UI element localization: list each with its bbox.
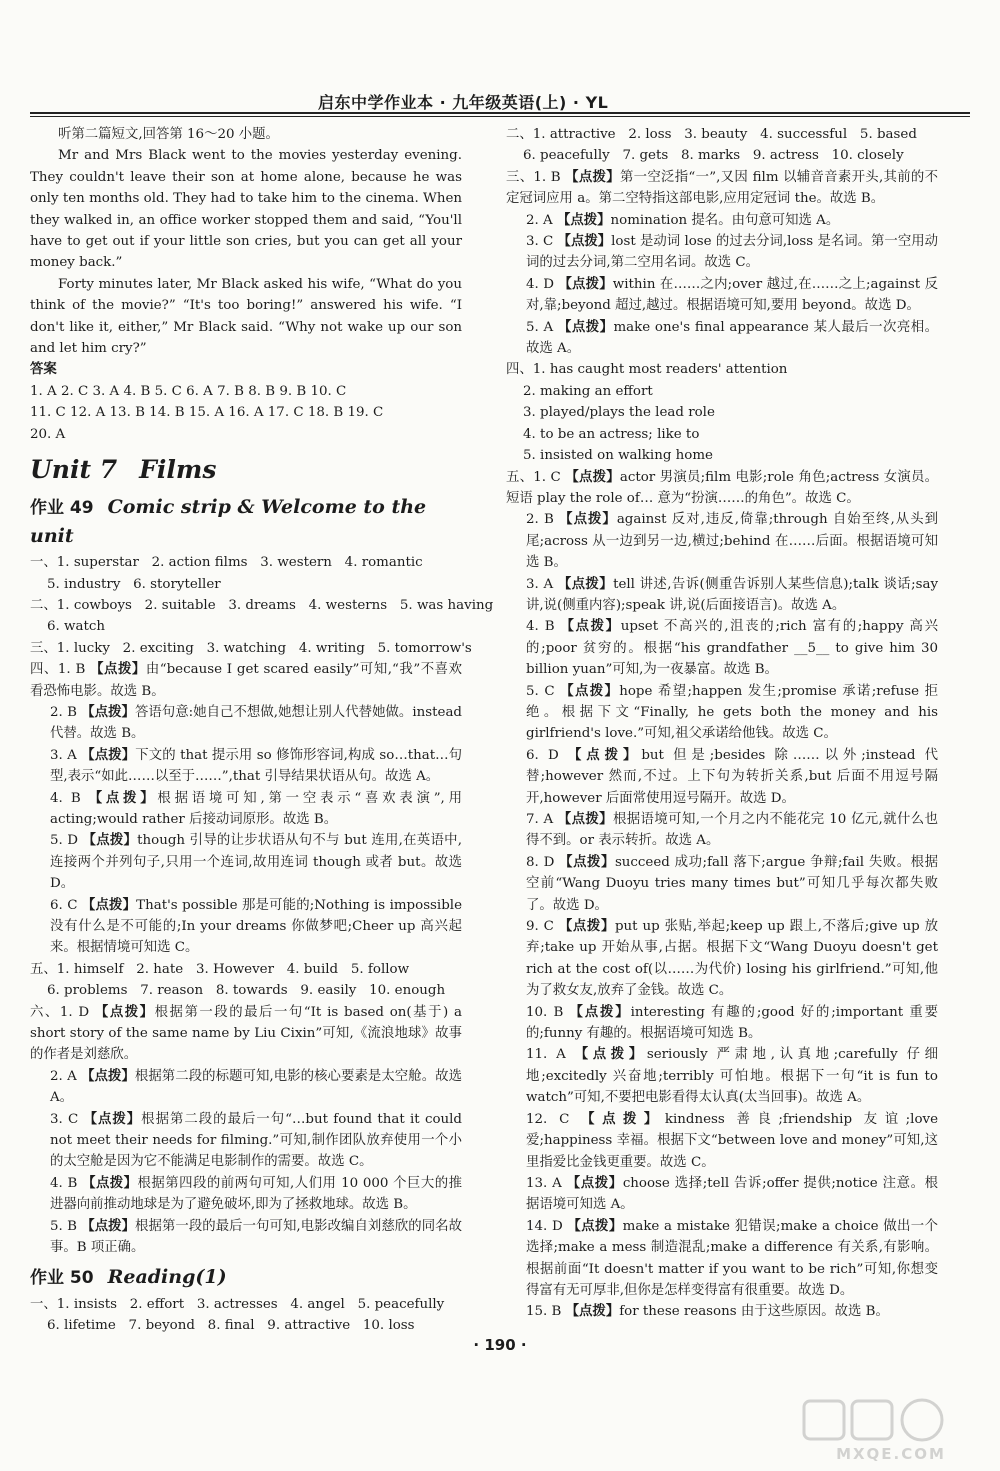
- answer-number: 2. B: [526, 512, 560, 528]
- tip-label: 【点拨】: [82, 832, 138, 849]
- answer-number: 4. B: [526, 619, 561, 635]
- tip-label: 【点拨】: [565, 468, 620, 485]
- reading-answer: [30, 1216, 462, 1259]
- cloze-answer: [506, 574, 938, 617]
- cloze-answer: [506, 745, 938, 809]
- cloze-answer: [506, 1216, 938, 1302]
- fill-answer-line: 6. peacefully 7. gets 8. marks 9. actress 10. closely: [506, 148, 904, 164]
- section-five-answers: [506, 467, 938, 1323]
- answer-number: 9. C: [526, 919, 559, 935]
- tip-label: 【点拨】: [557, 575, 614, 592]
- answer-number: 2. B: [50, 704, 82, 720]
- answer-number: 2. A: [50, 1068, 82, 1084]
- explanation-text: lost 是动词 lose 的过去分词,loss 是名词。第一空用动词的过去分词,第二空用名词。故选 C。: [526, 234, 938, 271]
- tip-label: 【点拨】: [581, 1110, 665, 1127]
- tip-label: 【点拨】: [557, 811, 613, 827]
- choice-answer: [506, 274, 938, 317]
- answer-number: 13. A: [526, 1175, 567, 1191]
- answer-number: 4. B: [50, 790, 89, 806]
- answer-number: 五、1. C: [506, 469, 566, 485]
- answer-number: 4. D: [526, 276, 559, 292]
- section-three-answers: [506, 167, 938, 360]
- fill-answer-line: 二、1. attractive 2. loss 3. beauty 4. successful 5. based: [506, 127, 917, 142]
- tip-label: 【点拨】: [81, 1067, 135, 1084]
- tip-label: 【点拨】: [81, 1217, 136, 1234]
- vocab-answer-line: 二、1. cowboys 2. suitable 3. dreams 4. westerns 5. was having: [30, 597, 494, 613]
- explanation-text: 下文的 that 提示用 so 修饰形容词,构成 so…that…句型,表示“如此……以至于……”,that 引导结果状语从句。故选 A。: [50, 747, 463, 785]
- tip-label: 【点拨】: [557, 318, 614, 335]
- explanation-text: choose 选择;tell 告诉;offer 提供;notice 注意。根据语境可知选 A。: [526, 1175, 939, 1213]
- tip-label: 【点拨】: [557, 233, 612, 250]
- explanation-text: 根据语境可知,第一空表示“喜欢表演”,用 acting;would rather 后接动词原形。故选 B。: [50, 790, 462, 827]
- translation-answer-line: 5. insisted on walking home: [506, 448, 713, 464]
- explanation-text: make one's final appearance 某人最后一次亮相。故选 A。: [526, 319, 938, 357]
- listening-intro: 听第二篇短文,回答第 16～20 小题。: [58, 127, 279, 142]
- tip-label: 【点拨】: [559, 853, 615, 870]
- answer-number: 3. C: [526, 234, 558, 250]
- cloze-answer: [506, 809, 938, 852]
- page-number: · 190 ·: [473, 1336, 527, 1354]
- story-paragraph-2: Forty minutes later, Mr Black asked his wife, “What do you think of the movie?” “It's too boring!” answered his wife. “I don't like it, either,” Mr Black said. “Why not wake up our son and let him cry?”: [30, 276, 462, 357]
- choice-answer: [30, 745, 462, 788]
- vocab-answer-line: 一、1. insists 2. effort 3. actresses 4. angel 5. peacefully: [30, 1296, 445, 1312]
- story-paragraph-1: Mr and Mrs Black went to the movies yesterday evening. They couldn't leave their son at home alone, because he was only ten months old. They had to take him to the cinema. When they walked in, an office worker stopped them and said, “You'll have to get out if your little son cries, but you can get all your money back.”: [30, 148, 462, 271]
- homework-50-label: 作业 50: [30, 1267, 94, 1288]
- left-column: [30, 124, 494, 1336]
- tip-label: 【点拨】: [565, 1303, 620, 1320]
- translation-answer-line: 四、1. has caught most readers' attention: [506, 362, 788, 378]
- explanation-text: nomination 提名。由句意可知选 A。: [610, 212, 840, 228]
- explanation-text: 由“because I get scared easily”可知,“我”不喜欢看恐怖电影。故选 B。: [30, 662, 462, 699]
- explanation-text: for these reasons 由于这些原因。故选 B。: [619, 1304, 889, 1320]
- translation-answer-line: 4. to be an actress; like to: [506, 426, 700, 442]
- tip-label: 【点拨】: [81, 896, 137, 913]
- explanation-text: within 在……之内;over 越过,在……之上;against 反对,靠;beyond 超过,越过。根据语境可知,要用 beyond。故选 D。: [526, 276, 939, 314]
- homework-49-heading: [30, 493, 462, 550]
- explanation-text: 答语句意:她自己不想做,她想让别人代替她做。instead 代替。故选 B。: [50, 704, 463, 742]
- explanation-text: seriously 严肃地,认真地;carefully 仔细地;excitedly 兴奋地;terribly 可怕地。根据下一句“it is fun to watch”可知,不要把电影看得太认真(太当回事)。故选 A。: [526, 1047, 939, 1106]
- tip-label: 【点拨】: [559, 511, 617, 528]
- answer-number: 5. D: [50, 833, 83, 849]
- tip-label: 【点拨】: [90, 661, 146, 678]
- tip-label: 【点拨】: [566, 1174, 623, 1191]
- svg-text:MXQE.COM: MXQE.COM: [836, 1445, 946, 1463]
- choice-answer: [506, 210, 938, 231]
- homework-49-vocab: [30, 552, 494, 659]
- explanation-text: interesting 有趣的;good 好的;important 重要的;funny 有趣的。根据语境可知选 B。: [526, 1004, 939, 1042]
- tip-label: 【点拨】: [560, 618, 621, 635]
- answer-number: 5. C: [526, 683, 561, 699]
- answer-number: 4. B: [50, 1175, 83, 1191]
- reading-answer: [30, 1066, 462, 1109]
- reading-answer: [30, 1002, 462, 1066]
- explanation-text: put up 张贴,举起;keep up 跟上,不落后;give up 放弃;take up 开始从事,占据。根据下文“Wang Duoyu doesn't get rich at the cost of(以……为代价) losing his girlfriend.”可知,他为了救女友,放弃了金钱。故选 C。: [526, 919, 938, 999]
- answers-line-1: 1. A 2. C 3. A 4. B 5. C 6. A 7. B 8. B 9. B 10. C: [30, 383, 347, 399]
- tip-label: 【点拨】: [556, 211, 611, 228]
- choice-answer: [30, 702, 462, 745]
- unit-name: Films: [139, 455, 217, 485]
- explanation-text: 根据第四段的前两句可知,人们用 10 000 个巨大的推进器向前推动地球是为了避免破坏,即为了拯救地球。故选 B。: [50, 1175, 463, 1213]
- homework-49-label: 作业 49: [30, 498, 94, 519]
- homework-49-fill: [30, 959, 462, 1002]
- tip-label: 【点拨】: [567, 746, 642, 763]
- explanation-text: make a mistake 犯错误;make a choice 做出一个选择;make a mess 制造混乱;make a difference 有关系,有影响。根据前面“It doesn't matter if you want to be rich”可知,你想变得富有无可厚非,但你是怎样变得富有很重要。故选 D。: [526, 1218, 939, 1298]
- cloze-answer: [506, 467, 938, 510]
- vocab-answer-line: 6. watch: [30, 619, 106, 635]
- fill-answer-line: 五、1. himself 2. hate 3. However 4. build 5. follow: [30, 961, 410, 977]
- unit-heading: [30, 453, 462, 487]
- vocab-answer-line: 6. lifetime 7. beyond 8. final 9. attractive 10. loss: [30, 1317, 415, 1333]
- explanation-text: 根据语境可知,一个月之内不能花完 10 亿元,就什么也得不到。or 表示转折。故选 A。: [526, 812, 938, 849]
- tip-label: 【点拨】: [569, 1003, 631, 1020]
- explanation-text: tell 讲述,告诉(侧重告诉别人某些信息);talk 谈话;say 讲,说(侧重内容);speak 讲,说(后面接语言)。故选 A。: [526, 576, 939, 613]
- explanation-text: but 但是;besides 除……以外;instead 代替;however 然而,不过。上下句为转折关系,but 后面不用逗号隔开,however 后面常使用逗号隔开。故选 D。: [526, 747, 939, 806]
- section-four-answers: [506, 359, 938, 466]
- cloze-answer: [506, 916, 938, 1002]
- tip-label: 【点拨】: [81, 703, 135, 720]
- header-rule: [30, 112, 970, 114]
- answer-number: 3. C: [50, 1111, 84, 1127]
- choice-answer: [506, 231, 938, 274]
- explanation-text: hope 希望;happen 发生;promise 承诺;refuse 拒绝。根据下文“Finally, he gets both the money and his girlfriend's love.”可知,祖父承诺给他钱。故选 C。: [526, 683, 938, 742]
- explanation-text: 根据第二段的最后一句“…but found that it could not meet their needs for filming.”可知,制作团队放弃使用一个小的太空舱是因为它不能满足电影制作的需要。故选 C。: [50, 1111, 462, 1170]
- translation-answer-line: 3. played/plays the lead role: [506, 405, 715, 421]
- answer-number: 7. A: [526, 812, 558, 827]
- choice-answer: [30, 830, 462, 894]
- explanation-text: kindness 善良;friendship 友谊;love 爱;happiness 幸福。根据下文“between love and money”可知,这里指爱比金钱更重要。故选 C。: [526, 1111, 939, 1170]
- choice-answer: [30, 788, 462, 831]
- answer-number: 14. D: [526, 1218, 568, 1234]
- tip-label: 【点拨】: [81, 746, 136, 763]
- tip-label: 【点拨】: [558, 918, 615, 935]
- cloze-answer: [506, 616, 938, 680]
- answer-number: 6. C: [50, 897, 82, 913]
- answer-number: 8. D: [526, 854, 560, 870]
- vocab-answer-line: 三、1. lucky 2. exciting 3. watching 4. writing 5. tomorrow's: [30, 640, 472, 656]
- header-rule-thin: [30, 116, 970, 117]
- homework-50-heading: [30, 1263, 462, 1292]
- explanation-text: against 反对,违反,倚靠;through 自始至终,从头到尾;across 从一边到另一边,横过;behind 在……后面。根据语境可知选 B。: [526, 512, 938, 571]
- explanation-text: 第一空泛指“一”,又因 film 以辅音音素开头,其前的不定冠词应用 a。第二空特指这部电影,应用定冠词 the。故选 B。: [506, 169, 939, 207]
- fill-answer-line: 6. problems 7. reason 8. towards 9. easily 10. enough: [30, 983, 446, 999]
- tip-label: 【点拨】: [560, 682, 620, 699]
- tip-label: 【点拨】: [82, 1174, 138, 1191]
- answers-line-2: 11. C 12. A 13. B 14. B 15. A 16. A 17. C 18. B 19. C: [30, 405, 384, 421]
- cloze-answer: [506, 509, 938, 573]
- answer-number: 5. A: [526, 319, 558, 335]
- answer-number: 6. D: [526, 747, 568, 763]
- cloze-answer: [506, 1173, 938, 1216]
- homework-49-choices: [30, 659, 462, 959]
- reading-answer: [30, 1109, 462, 1173]
- book-title: 启东中学作业本 · 九年级英语(上) · YL: [318, 93, 609, 112]
- choice-answer: [30, 659, 462, 702]
- page-header: [0, 90, 1000, 112]
- explanation-text: 根据第一段的最后一句“It is based on(基于) a short story of the same name by Liu Cixin”可知,《流浪地球》故事的作者是刘慈欣。: [30, 1004, 463, 1063]
- homework-50-vocab: [30, 1294, 462, 1337]
- answer-number: 六、1. D: [30, 1004, 95, 1020]
- explanation-text: 根据第一段的最后一句可知,电影改编自刘慈欣的同名故事。B 项正确。: [50, 1218, 463, 1256]
- tip-label: 【点拨】: [565, 168, 620, 185]
- answer-number: 5. B: [50, 1218, 82, 1234]
- cloze-answer: [506, 1301, 938, 1322]
- homework-49-reading: [30, 1002, 462, 1259]
- tip-label: 【点拨】: [88, 789, 158, 806]
- explanation-text: That's possible 那是可能的;Nothing is impossible 没有什么是不可能的;In your dreams 你做梦吧;Cheer up 高兴起来。根据情境可知选 C。: [50, 897, 462, 956]
- cloze-answer: [506, 1044, 938, 1108]
- reading-answer: [30, 1173, 462, 1216]
- choice-answer: [506, 317, 938, 360]
- explanation-text: though 引导的让步状语从句不与 but 连用,在英语中,连接两个并列句子,只用一个连词,故用连词 though 或者 but。故选 D。: [50, 833, 462, 892]
- answer-number: 3. A: [50, 747, 82, 763]
- choice-answer: [506, 167, 938, 210]
- tip-label: 【点拨】: [574, 1046, 647, 1063]
- tip-label: 【点拨】: [94, 1003, 155, 1020]
- explanation-text: succeed 成功;fall 落下;argue 争辩;fail 失败。根据空前“Wang Duoyu tries many times but”可知几乎每次都失败了。故选 D。: [526, 854, 939, 913]
- explanation-text: upset 不高兴的,沮丧的;rich 富有的;happy 高兴的;poor 贫穷的。根据“his grandfather __5__ to give him 30 billion yuan”可知,为一夜暴富。故选 B。: [526, 619, 938, 678]
- homework-49-name: Comic strip & Welcome to the unit: [30, 496, 427, 548]
- answer-number: 四、1. B: [30, 662, 91, 678]
- answer-number: 15. B: [526, 1304, 566, 1320]
- answer-number: 11. A: [526, 1047, 575, 1063]
- choice-answer: [30, 895, 462, 959]
- cloze-answer: [506, 852, 938, 916]
- unit-label: Unit 7: [30, 455, 118, 485]
- answer-number: 3. A: [526, 576, 558, 592]
- right-column: [506, 124, 938, 1323]
- vocab-answer-line: 5. industry 6. storyteller: [30, 576, 221, 592]
- cloze-answer: [506, 681, 938, 745]
- section-two-answers: [506, 124, 938, 167]
- tip-label: 【点拨】: [83, 1110, 142, 1127]
- tip-label: 【点拨】: [558, 275, 613, 292]
- answer-number: 三、1. B: [506, 169, 566, 185]
- answers-line-3: 20. A: [30, 426, 66, 442]
- homework-50-name: Reading(1): [107, 1265, 227, 1288]
- answer-number: 10. B: [526, 1004, 570, 1020]
- watermark-logo: [796, 1395, 986, 1465]
- explanation-text: actor 男演员;film 电影;role 角色;actress 女演员。短语 play the role of… 意为“扮演……的角色”。故选 C。: [506, 469, 938, 506]
- vocab-answer-line: 一、1. superstar 2. action films 3. western 4. romantic: [30, 555, 423, 571]
- explanation-text: 根据第二段的标题可知,电影的核心要素是太空舱。故选 A。: [50, 1068, 462, 1106]
- translation-answer-line: 2. making an effort: [506, 383, 653, 399]
- answer-number: 12. C: [526, 1111, 582, 1127]
- cloze-answer: [506, 1109, 938, 1173]
- cloze-answer: [506, 1002, 938, 1045]
- answer-number: 2. A: [526, 212, 557, 228]
- tip-label: 【点拨】: [567, 1217, 623, 1234]
- answers-label: 答案: [30, 361, 57, 378]
